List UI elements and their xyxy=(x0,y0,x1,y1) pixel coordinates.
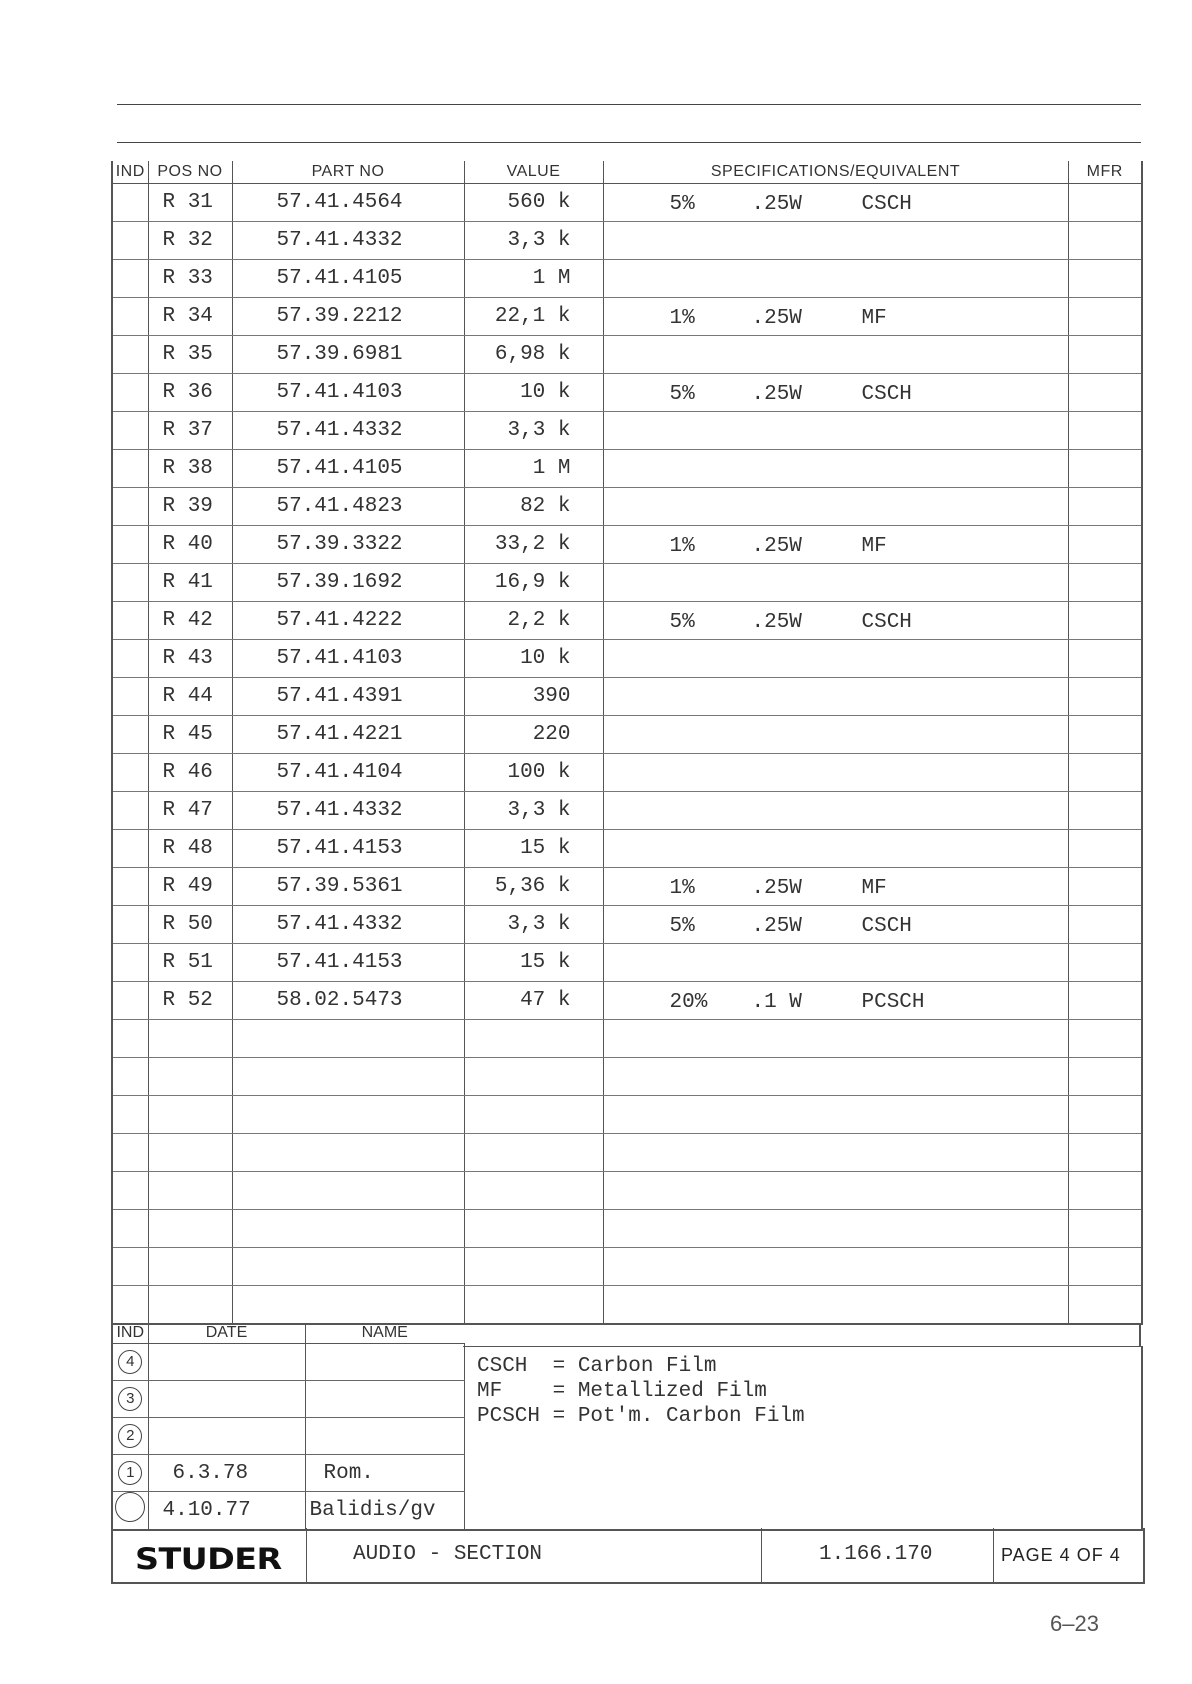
ind-cell xyxy=(112,526,148,564)
part-no-cell: 57.41.4332 xyxy=(232,222,464,260)
ind-cell xyxy=(112,906,148,944)
pos-no-cell xyxy=(148,1210,232,1248)
spec-cell xyxy=(603,1248,1068,1286)
parts-list-table xyxy=(111,161,1143,1325)
value-cell xyxy=(464,1096,603,1134)
rev-header-name: NAME xyxy=(305,1323,464,1344)
part-no-cell: 57.39.1692 xyxy=(232,564,464,602)
part-no-cell: 57.39.5361 xyxy=(232,868,464,906)
spec-cell xyxy=(603,298,1068,336)
pos-no-cell: R 37 xyxy=(148,412,232,450)
ind-cell xyxy=(112,868,148,906)
mfr-cell xyxy=(1068,1210,1142,1248)
spec-cell xyxy=(603,640,1068,678)
value-cell xyxy=(464,1210,603,1248)
pos-no-cell xyxy=(148,1172,232,1210)
part-no-cell: 57.41.4103 xyxy=(232,374,464,412)
ind-cell xyxy=(112,222,148,260)
parts-row xyxy=(112,222,1142,260)
note-line: PCSCH = Pot'm. Carbon Film xyxy=(477,1405,805,1428)
rev-index-badge: 1 xyxy=(118,1461,142,1485)
part-no-cell: 57.41.4332 xyxy=(232,792,464,830)
pos-no-cell: R 32 xyxy=(148,222,232,260)
pos-no-cell: R 41 xyxy=(148,564,232,602)
mfr-cell xyxy=(1068,1020,1142,1058)
rev-index-badge: 3 xyxy=(118,1387,142,1411)
ind-cell xyxy=(112,1020,148,1058)
ind-cell xyxy=(112,754,148,792)
pos-no-cell: R 35 xyxy=(148,336,232,374)
ind-cell xyxy=(112,1172,148,1210)
title-divider xyxy=(306,1528,307,1582)
spec-tolerance: 5% xyxy=(669,383,695,406)
empty-row xyxy=(112,1286,1142,1325)
spec-tolerance: 20% xyxy=(669,991,708,1014)
spec-cell xyxy=(603,336,1068,374)
rev-header-date: DATE xyxy=(148,1323,305,1344)
value-cell: 15 k xyxy=(464,830,603,868)
spec-cell xyxy=(603,944,1068,982)
notes-header-tick xyxy=(1139,1323,1141,1346)
mfr-cell xyxy=(1068,374,1142,412)
empty-row xyxy=(112,1248,1142,1286)
spec-cell xyxy=(603,412,1068,450)
revision-header xyxy=(112,1323,464,1344)
parts-row xyxy=(112,754,1142,792)
ind-cell xyxy=(112,640,148,678)
part-no-cell: 57.41.4153 xyxy=(232,830,464,868)
pos-no-cell: R 45 xyxy=(148,716,232,754)
part-no-cell: 57.41.4105 xyxy=(232,450,464,488)
value-cell xyxy=(464,1286,603,1325)
spec-cell xyxy=(603,488,1068,526)
part-no-cell xyxy=(232,1096,464,1134)
mfr-cell xyxy=(1068,450,1142,488)
mfr-cell xyxy=(1068,830,1142,868)
part-no-cell: 58.02.5473 xyxy=(232,982,464,1020)
mfr-cell xyxy=(1068,1286,1142,1325)
part-no-cell xyxy=(232,1286,464,1325)
parts-row xyxy=(112,526,1142,564)
value-cell: 560 k xyxy=(464,184,603,222)
parts-row xyxy=(112,982,1142,1020)
rev-header-ind: IND xyxy=(112,1323,148,1344)
part-no-cell: 57.41.4103 xyxy=(232,640,464,678)
spec-type: MF xyxy=(861,535,887,558)
studer-logo: STUDER xyxy=(135,1542,282,1576)
spec-cell xyxy=(603,1134,1068,1172)
spec-power: .1 W xyxy=(751,991,802,1014)
parts-row xyxy=(112,184,1142,222)
value-cell: 3,3 k xyxy=(464,792,603,830)
ind-cell xyxy=(112,602,148,640)
value-cell: 100 k xyxy=(464,754,603,792)
spec-cell xyxy=(603,1286,1068,1325)
part-no-cell: 57.39.3322 xyxy=(232,526,464,564)
parts-row xyxy=(112,450,1142,488)
part-no-cell: 57.41.4564 xyxy=(232,184,464,222)
ind-cell xyxy=(112,678,148,716)
parts-row xyxy=(112,640,1142,678)
mfr-cell xyxy=(1068,1172,1142,1210)
spec-tolerance: 5% xyxy=(669,611,695,634)
spec-cell xyxy=(603,602,1068,640)
spec-cell xyxy=(603,830,1068,868)
revision-row xyxy=(112,1381,464,1418)
ind-cell xyxy=(112,944,148,982)
parts-row xyxy=(112,298,1142,336)
value-cell: 2,2 k xyxy=(464,602,603,640)
revision-row xyxy=(112,1344,464,1381)
part-no-cell: 57.41.4332 xyxy=(232,412,464,450)
mfr-cell xyxy=(1068,640,1142,678)
mfr-cell xyxy=(1068,526,1142,564)
pos-no-cell xyxy=(148,1134,232,1172)
empty-row xyxy=(112,1134,1142,1172)
mfr-cell xyxy=(1068,716,1142,754)
empty-row xyxy=(112,1058,1142,1096)
spec-tolerance: 5% xyxy=(669,915,695,938)
value-cell xyxy=(464,1058,603,1096)
spec-type: CSCH xyxy=(861,611,912,634)
ind-cell xyxy=(112,1134,148,1172)
spec-cell xyxy=(603,868,1068,906)
rev-name xyxy=(305,1381,464,1418)
pos-no-cell: R 42 xyxy=(148,602,232,640)
part-no-cell xyxy=(232,1248,464,1286)
page-indicator: PAGE 4 OF 4 xyxy=(1001,1545,1121,1565)
value-cell: 3,3 k xyxy=(464,222,603,260)
value-cell: 3,3 k xyxy=(464,906,603,944)
empty-row xyxy=(112,1210,1142,1248)
mfr-cell xyxy=(1068,1248,1142,1286)
part-no-cell xyxy=(232,1134,464,1172)
pos-no-cell xyxy=(148,1020,232,1058)
header-pos-no: POS NO xyxy=(148,161,232,184)
spec-power: .25W xyxy=(751,307,802,330)
spec-cell xyxy=(603,906,1068,944)
part-no-cell: 57.41.4823 xyxy=(232,488,464,526)
parts-list-body xyxy=(112,184,1142,1325)
pos-no-cell: R 31 xyxy=(148,184,232,222)
note-line: MF = Metallized Film xyxy=(477,1380,767,1403)
spec-power: .25W xyxy=(751,877,802,900)
spec-cell xyxy=(603,526,1068,564)
spec-cell xyxy=(603,222,1068,260)
mfr-cell xyxy=(1068,1134,1142,1172)
parts-row xyxy=(112,792,1142,830)
value-cell: 5,36 k xyxy=(464,868,603,906)
part-no-cell: 57.41.4391 xyxy=(232,678,464,716)
ind-cell xyxy=(112,982,148,1020)
top-rule-1 xyxy=(117,104,1141,105)
mfr-cell xyxy=(1068,792,1142,830)
spec-tolerance: 1% xyxy=(669,877,695,900)
header-value: VALUE xyxy=(464,161,603,184)
ind-cell xyxy=(112,412,148,450)
header-part-no: PART NO xyxy=(232,161,464,184)
pos-no-cell: R 44 xyxy=(148,678,232,716)
ind-cell xyxy=(112,336,148,374)
value-cell xyxy=(464,1134,603,1172)
rev-date: 4.10.77 xyxy=(148,1492,305,1531)
rev-date xyxy=(148,1418,305,1455)
pos-no-cell xyxy=(148,1248,232,1286)
pos-no-cell: R 38 xyxy=(148,450,232,488)
parts-row xyxy=(112,488,1142,526)
pos-no-cell: R 46 xyxy=(148,754,232,792)
mfr-cell xyxy=(1068,906,1142,944)
title-block xyxy=(111,1528,1145,1584)
parts-list-header xyxy=(112,161,1142,184)
pos-no-cell: R 50 xyxy=(148,906,232,944)
spec-type: MF xyxy=(861,877,887,900)
spec-type: MF xyxy=(861,307,887,330)
value-cell: 220 xyxy=(464,716,603,754)
part-no-cell: 57.41.4222 xyxy=(232,602,464,640)
empty-row xyxy=(112,1096,1142,1134)
abbreviation-notes xyxy=(463,1346,1143,1531)
parts-row xyxy=(112,678,1142,716)
parts-row xyxy=(112,830,1142,868)
ind-cell xyxy=(112,830,148,868)
value-cell xyxy=(464,1172,603,1210)
mfr-cell xyxy=(1068,1058,1142,1096)
top-rule-2 xyxy=(117,142,1141,143)
mfr-cell xyxy=(1068,1096,1142,1134)
value-cell: 6,98 k xyxy=(464,336,603,374)
value-cell: 16,9 k xyxy=(464,564,603,602)
ind-cell xyxy=(112,1248,148,1286)
spec-cell xyxy=(603,716,1068,754)
pos-no-cell: R 49 xyxy=(148,868,232,906)
pos-no-cell: R 33 xyxy=(148,260,232,298)
parts-row xyxy=(112,906,1142,944)
ind-cell xyxy=(112,1096,148,1134)
value-cell: 390 xyxy=(464,678,603,716)
value-cell: 33,2 k xyxy=(464,526,603,564)
pos-no-cell xyxy=(148,1286,232,1325)
spec-cell xyxy=(603,792,1068,830)
part-no-cell xyxy=(232,1020,464,1058)
title-divider xyxy=(993,1528,994,1582)
value-cell: 82 k xyxy=(464,488,603,526)
mfr-cell xyxy=(1068,298,1142,336)
revision-row xyxy=(112,1418,464,1455)
header-ind: IND xyxy=(112,161,148,184)
part-no-cell xyxy=(232,1058,464,1096)
pos-no-cell: R 51 xyxy=(148,944,232,982)
spec-power: .25W xyxy=(751,535,802,558)
ind-cell xyxy=(112,450,148,488)
empty-row xyxy=(112,1020,1142,1058)
spec-power: .25W xyxy=(751,611,802,634)
part-no-cell xyxy=(232,1172,464,1210)
spec-tolerance: 1% xyxy=(669,535,695,558)
pos-no-cell: R 36 xyxy=(148,374,232,412)
value-cell: 10 k xyxy=(464,640,603,678)
parts-row xyxy=(112,602,1142,640)
header-specifications: SPECIFICATIONS/EQUIVALENT xyxy=(603,161,1068,184)
value-cell: 1 M xyxy=(464,260,603,298)
pos-no-cell: R 34 xyxy=(148,298,232,336)
revision-row xyxy=(112,1455,464,1492)
part-no-cell: 57.41.4153 xyxy=(232,944,464,982)
value-cell xyxy=(464,1248,603,1286)
mfr-cell xyxy=(1068,982,1142,1020)
mfr-cell xyxy=(1068,944,1142,982)
mfr-cell xyxy=(1068,412,1142,450)
drawing-number: 1.166.170 xyxy=(819,1543,933,1566)
rev-name xyxy=(305,1344,464,1381)
pos-no-cell: R 39 xyxy=(148,488,232,526)
value-cell: 47 k xyxy=(464,982,603,1020)
rev-date xyxy=(148,1381,305,1418)
mfr-cell xyxy=(1068,564,1142,602)
part-no-cell: 57.41.4105 xyxy=(232,260,464,298)
pos-no-cell: R 48 xyxy=(148,830,232,868)
rev-index-badge: 2 xyxy=(118,1424,142,1448)
value-cell: 22,1 k xyxy=(464,298,603,336)
value-cell: 3,3 k xyxy=(464,412,603,450)
value-cell: 15 k xyxy=(464,944,603,982)
rev-date xyxy=(148,1344,305,1381)
spec-cell xyxy=(603,678,1068,716)
ind-cell xyxy=(112,1210,148,1248)
spec-cell xyxy=(603,564,1068,602)
parts-row xyxy=(112,374,1142,412)
revision-row xyxy=(112,1492,464,1531)
pos-no-cell: R 43 xyxy=(148,640,232,678)
spec-power: .25W xyxy=(751,383,802,406)
part-no-cell xyxy=(232,1210,464,1248)
rev-name: Rom. xyxy=(305,1455,464,1492)
rev-date: 6.3.78 xyxy=(148,1455,305,1492)
mfr-cell xyxy=(1068,184,1142,222)
mfr-cell xyxy=(1068,336,1142,374)
spec-tolerance: 5% xyxy=(669,193,695,216)
empty-row xyxy=(112,1172,1142,1210)
spec-cell xyxy=(603,1096,1068,1134)
ind-cell xyxy=(112,716,148,754)
ind-cell xyxy=(112,1058,148,1096)
spec-power: .25W xyxy=(751,915,802,938)
revision-table xyxy=(111,1323,465,1531)
part-no-cell: 57.39.6981 xyxy=(232,336,464,374)
spec-cell xyxy=(603,450,1068,488)
spec-cell xyxy=(603,1020,1068,1058)
mfr-cell xyxy=(1068,678,1142,716)
ind-cell xyxy=(112,184,148,222)
value-cell: 1 M xyxy=(464,450,603,488)
part-no-cell: 57.41.4104 xyxy=(232,754,464,792)
mfr-cell xyxy=(1068,868,1142,906)
pos-no-cell xyxy=(148,1096,232,1134)
pos-no-cell: R 52 xyxy=(148,982,232,1020)
pos-no-cell xyxy=(148,1058,232,1096)
ind-cell xyxy=(112,260,148,298)
pos-no-cell: R 47 xyxy=(148,792,232,830)
spec-type: CSCH xyxy=(861,193,912,216)
ind-cell xyxy=(112,1286,148,1325)
ind-cell xyxy=(112,488,148,526)
parts-row xyxy=(112,564,1142,602)
mfr-cell xyxy=(1068,602,1142,640)
pos-no-cell: R 40 xyxy=(148,526,232,564)
spec-power: .25W xyxy=(751,193,802,216)
spec-cell xyxy=(603,374,1068,412)
part-no-cell: 57.39.2212 xyxy=(232,298,464,336)
spec-type: PCSCH xyxy=(861,991,925,1014)
header-mfr: MFR xyxy=(1068,161,1142,184)
spec-cell xyxy=(603,982,1068,1020)
spec-type: CSCH xyxy=(861,383,912,406)
ind-cell xyxy=(112,792,148,830)
title-divider xyxy=(761,1528,762,1582)
ind-cell xyxy=(112,298,148,336)
parts-row xyxy=(112,260,1142,298)
parts-row xyxy=(112,716,1142,754)
part-no-cell: 57.41.4332 xyxy=(232,906,464,944)
value-cell xyxy=(464,1020,603,1058)
page-number: 6–23 xyxy=(1050,1611,1099,1636)
spec-cell xyxy=(603,1210,1068,1248)
rev-name xyxy=(305,1418,464,1455)
mfr-cell xyxy=(1068,260,1142,298)
rev-index-badge: 4 xyxy=(118,1350,142,1374)
spec-type: CSCH xyxy=(861,915,912,938)
mfr-cell xyxy=(1068,754,1142,792)
spec-cell xyxy=(603,1058,1068,1096)
section-title: AUDIO - SECTION xyxy=(353,1543,543,1566)
spec-cell xyxy=(603,1172,1068,1210)
parts-row xyxy=(112,868,1142,906)
rev-name: Balidis/gv xyxy=(305,1492,464,1531)
value-cell: 10 k xyxy=(464,374,603,412)
parts-row xyxy=(112,944,1142,982)
parts-row xyxy=(112,336,1142,374)
ind-cell xyxy=(112,564,148,602)
ind-cell xyxy=(112,374,148,412)
note-line: CSCH = Carbon Film xyxy=(477,1355,717,1378)
rev-index-badge xyxy=(115,1492,145,1522)
mfr-cell xyxy=(1068,222,1142,260)
part-no-cell: 57.41.4221 xyxy=(232,716,464,754)
spec-tolerance: 1% xyxy=(669,307,695,330)
spec-cell xyxy=(603,754,1068,792)
spec-cell xyxy=(603,260,1068,298)
mfr-cell xyxy=(1068,488,1142,526)
spec-cell xyxy=(603,184,1068,222)
parts-row xyxy=(112,412,1142,450)
